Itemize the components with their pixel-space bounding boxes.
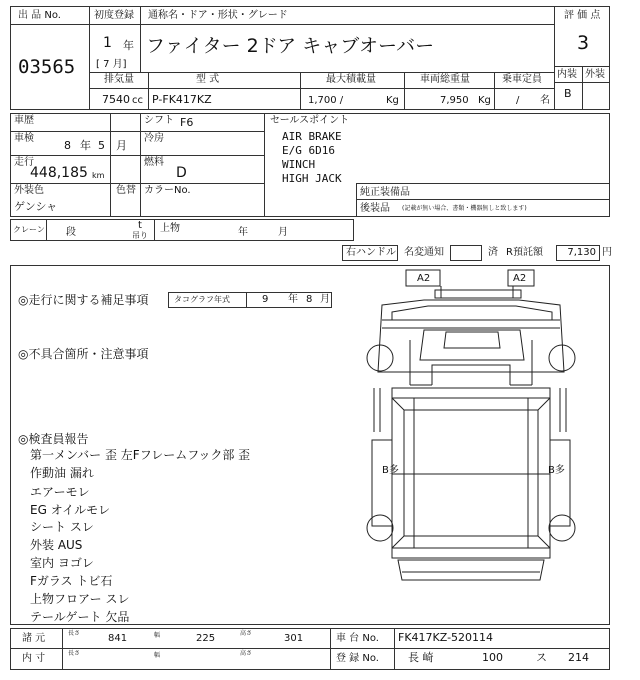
crane-ton-label: t bbox=[138, 220, 142, 231]
reg-kana: ス bbox=[536, 651, 547, 664]
crane-stage-label: 段 bbox=[66, 227, 76, 238]
type-value: P-FK417KZ bbox=[152, 93, 212, 106]
body-label: 上物 bbox=[160, 223, 180, 234]
first-reg-year: 1 bbox=[103, 35, 112, 51]
first-reg-label: 初度登録 bbox=[94, 10, 134, 21]
inspector-line: Fガラス トビ石 bbox=[30, 574, 113, 588]
sales-point-3: WINCH bbox=[282, 158, 316, 171]
inspection-month-unit: 月 bbox=[116, 139, 127, 152]
max-load-unit: Kg bbox=[386, 95, 399, 106]
length-label: 長さ bbox=[68, 630, 81, 637]
inspection-label: 車検 bbox=[14, 133, 34, 144]
crane-lift-label: 吊り bbox=[132, 231, 148, 240]
color-change-label: 色替 bbox=[116, 185, 136, 196]
length-value: 841 bbox=[108, 633, 128, 644]
mileage-label: 走行 bbox=[14, 157, 34, 168]
tacho-month: 8 bbox=[306, 294, 313, 305]
tacho-month-unit: 月 bbox=[320, 294, 330, 305]
first-reg-year-unit: 年 bbox=[123, 39, 134, 52]
genuine-equipment-label: 純正装備品 bbox=[360, 187, 410, 198]
fuel-label: 燃料 bbox=[144, 157, 164, 168]
history-label: 車歴 bbox=[14, 115, 34, 126]
tacho-year-unit: 年 bbox=[288, 294, 298, 305]
gross-weight-value: 7,950 bbox=[440, 95, 469, 106]
inspector-line: 上物フロアー スレ bbox=[30, 592, 130, 606]
b-right-label: B多 bbox=[548, 465, 565, 476]
a2-left-label: A2 bbox=[417, 273, 431, 284]
reg-label: 登 録 No. bbox=[336, 653, 379, 664]
inspector-line: 室内 ヨゴレ bbox=[30, 556, 94, 570]
body-month-label: 月 bbox=[278, 227, 288, 238]
inspector-line: 外装 AUS bbox=[30, 538, 83, 552]
height-value: 301 bbox=[284, 633, 304, 644]
reg-region: 長 崎 bbox=[408, 651, 434, 664]
sales-points-label: セールスポイント bbox=[270, 115, 350, 126]
capacity-label: 乗車定員 bbox=[502, 74, 542, 85]
inner-length-label: 長さ bbox=[68, 650, 81, 657]
tacho-year: 9 bbox=[262, 294, 269, 305]
height-label: 高さ bbox=[240, 630, 253, 637]
width-label: 幅 bbox=[154, 632, 161, 639]
chassis-number: FK417KZ-520114 bbox=[398, 631, 494, 644]
odo-changed-label: 名変通知 bbox=[404, 247, 444, 258]
recycle-fee-value: 7,130 bbox=[567, 247, 596, 258]
displacement-value: 7540 bbox=[102, 93, 130, 106]
aftermarket-label: 後装品 bbox=[360, 203, 390, 214]
b-left-label: B多 bbox=[382, 465, 399, 476]
sales-point-2: E/G 6D16 bbox=[282, 144, 335, 157]
inspector-line: エアーモレ bbox=[30, 485, 90, 499]
inner-dims-label: 内 寸 bbox=[22, 653, 46, 664]
lot-label: 出 品 No. bbox=[18, 10, 61, 21]
dims-label: 諸 元 bbox=[22, 633, 46, 644]
displacement-unit: cc bbox=[132, 95, 143, 106]
recycle-fee-unit: 円 bbox=[602, 247, 612, 258]
exterior-grade-label: 外装 bbox=[585, 69, 605, 80]
color-value: ゲンシャ bbox=[14, 200, 58, 213]
width-value: 225 bbox=[196, 633, 216, 644]
sumi-label: 済 bbox=[488, 247, 498, 258]
gross-weight-label: 車両総重量 bbox=[420, 74, 470, 85]
aftermarket-note: (記載が無い場合、書類・機器無しと致します) bbox=[402, 205, 527, 212]
inspector-line: テールゲート 欠品 bbox=[30, 610, 130, 624]
inner-height-label: 高さ bbox=[240, 650, 253, 657]
mileage-unit: km bbox=[92, 171, 105, 180]
type-label: 型 式 bbox=[196, 74, 220, 85]
inspection-month: 5 bbox=[98, 139, 105, 152]
chassis-label: 車 台 No. bbox=[336, 633, 379, 644]
inspector-line: シート スレ bbox=[30, 520, 94, 534]
crane-label: クレーン bbox=[13, 225, 45, 234]
interior-grade: B bbox=[564, 87, 572, 100]
max-load-value: 1,700 / bbox=[308, 95, 344, 106]
model-name-label: 通称名・ドア・形状・グレード bbox=[148, 10, 288, 21]
shift-label: シフト bbox=[144, 115, 174, 126]
sales-point-1: AIR BRAKE bbox=[282, 130, 342, 143]
displacement-label: 排気量 bbox=[104, 74, 134, 85]
supplement-heading: ◎走行に関する補足事項 bbox=[18, 293, 149, 307]
grade-label: 評 価 点 bbox=[564, 10, 601, 21]
inspector-line: EG オイルモレ bbox=[30, 503, 111, 517]
inspector-line: 作動油 漏れ bbox=[30, 466, 94, 480]
shift-value: F6 bbox=[180, 116, 194, 129]
gross-weight-unit: Kg bbox=[478, 95, 491, 106]
capacity-unit: 名 bbox=[540, 95, 550, 106]
a2-right-label: A2 bbox=[513, 273, 527, 284]
grade-value: 3 bbox=[577, 32, 590, 54]
first-reg-month: [ 7 月] bbox=[96, 59, 127, 70]
reg-class: 100 bbox=[482, 651, 503, 664]
inspection-year-unit: 年 bbox=[80, 139, 91, 152]
color-no-label: カラーNo. bbox=[144, 185, 191, 196]
handle-value: 右ハンドル bbox=[346, 247, 396, 258]
mileage-value: 448,185 bbox=[30, 165, 88, 181]
inner-width-label: 幅 bbox=[154, 652, 161, 659]
inspector-line: 第一メンバー 歪 左Fフレームフック部 歪 bbox=[30, 448, 251, 462]
inspector-heading: ◎検査員報告 bbox=[18, 432, 89, 446]
lot-number: 03565 bbox=[18, 56, 76, 78]
color-label: 外装色 bbox=[14, 185, 44, 196]
interior-grade-label: 内装 bbox=[557, 69, 577, 80]
sales-point-4: HIGH JACK bbox=[282, 172, 342, 185]
max-load-label: 最大積載量 bbox=[326, 74, 376, 85]
model-name: ファイター 2ドア キャブオーバー bbox=[146, 35, 435, 57]
reg-number: 214 bbox=[568, 651, 589, 664]
ac-label: 冷房 bbox=[144, 133, 164, 144]
tacho-label: タコグラフ年式 bbox=[174, 295, 230, 304]
inspection-year: 8 bbox=[64, 139, 71, 152]
recycle-fee-label: R預託額 bbox=[506, 247, 543, 258]
issues-heading: ◎不具合箇所・注意事項 bbox=[18, 347, 149, 361]
fuel-value: D bbox=[176, 165, 187, 181]
body-year-label: 年 bbox=[238, 227, 248, 238]
capacity-value: / bbox=[516, 95, 520, 106]
